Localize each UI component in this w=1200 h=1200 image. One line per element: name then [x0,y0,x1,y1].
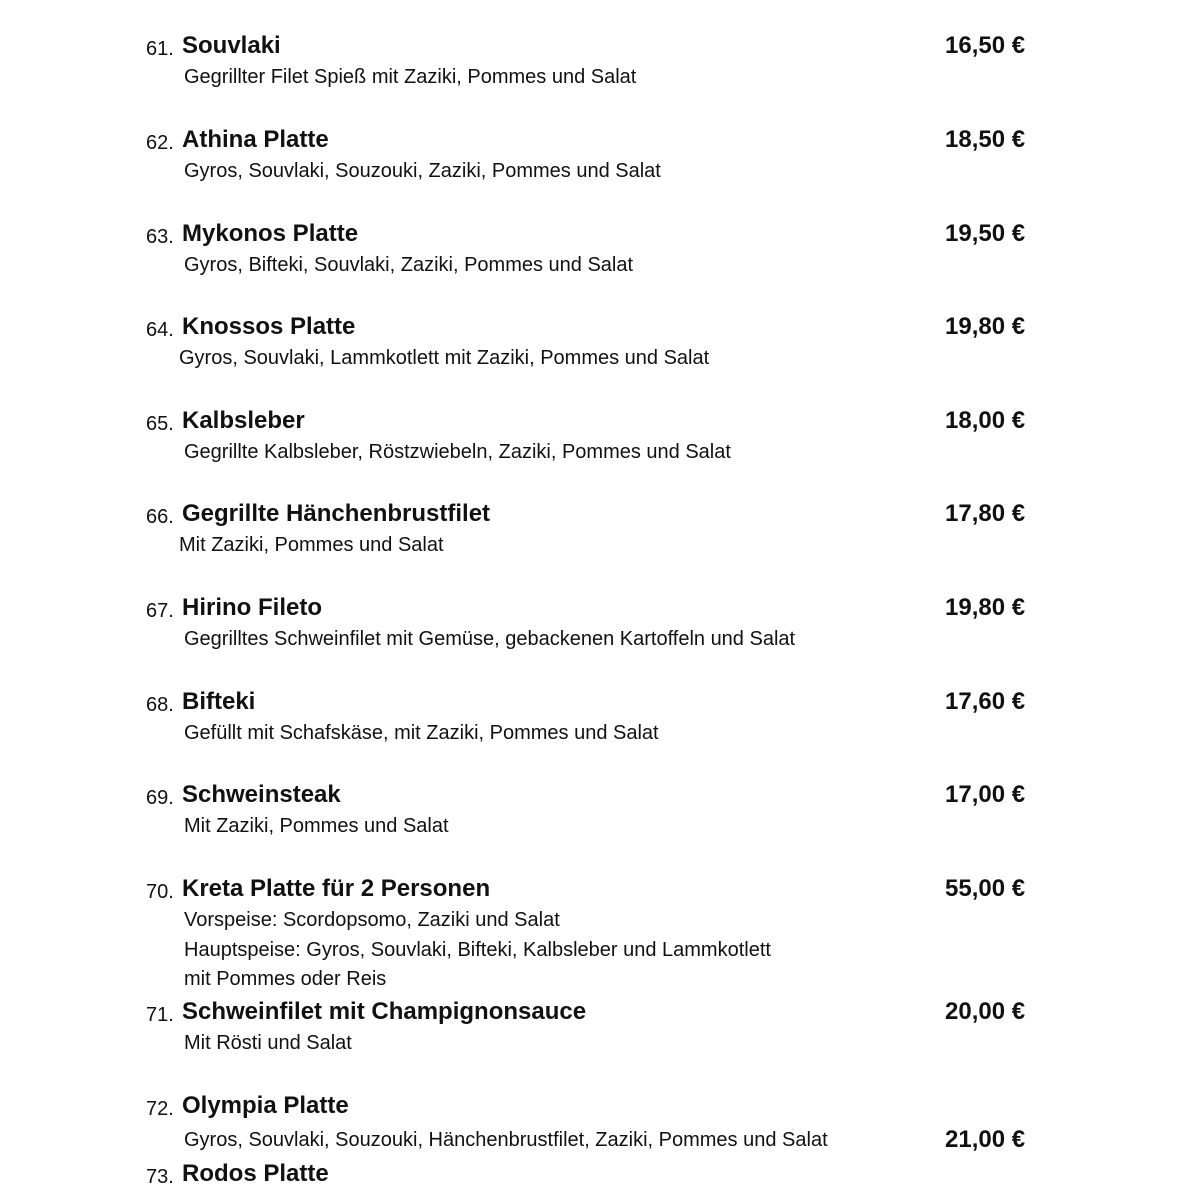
item-name: Souvlaki [182,32,281,59]
item-number: 64. [146,319,174,341]
item-number: 67. [146,600,174,622]
item-price: 17,00 € [945,781,1026,808]
item-description: Vorspeise: Scordopsomo, Zaziki und Salat [184,909,560,931]
item-description: Gegrillter Filet Spieß mit Zaziki, Pommes und Salat [184,66,637,88]
item-name: Mykonos Platte [182,220,359,247]
item-name: Kalbsleber [182,407,305,434]
item-price: 18,50 € [945,126,1026,153]
item-name: Kreta Platte für 2 Personen [182,875,491,902]
item-description: Mit Rösti und Salat [184,1032,352,1054]
item-description: mit Pommes oder Reis [184,968,387,990]
item-name: Knossos Platte [182,313,356,340]
item-name: Rodos Platte [182,1160,329,1187]
item-name: Gegrillte Hänchenbrustfilet [182,500,491,527]
item-price: 21,00 € [945,1126,1026,1153]
item-name: Bifteki [182,688,256,715]
item-description: Gyros, Souvlaki, Souzouki, Zaziki, Pommes und Salat [184,160,661,182]
item-number: 65. [146,413,174,435]
item-price: 18,00 € [945,407,1026,434]
item-description: Gyros, Bifteki, Souvlaki, Zaziki, Pommes und Salat [184,254,634,276]
item-number: 69. [146,787,174,809]
item-number: 73. [146,1166,174,1188]
item-description: Mit Zaziki, Pommes und Salat [179,534,444,556]
item-description: Gegrillte Kalbsleber, Röstzwiebeln, Zaziki, Pommes und Salat [184,441,731,463]
item-price: 17,80 € [945,500,1026,527]
item-name: Hirino Fileto [182,594,322,621]
item-price: 17,60 € [945,688,1026,715]
item-price: 19,50 € [945,220,1026,247]
item-description: Gegrilltes Schweinfilet mit Gemüse, gebackenen Kartoffeln und Salat [184,628,796,650]
item-description: Gyros, Souvlaki, Souzouki, Hänchenbrustfilet, Zaziki, Pommes und Salat [184,1129,828,1151]
item-number: 61. [146,38,174,60]
item-number: 70. [146,881,174,903]
item-number: 66. [146,506,174,528]
item-description: Gyros, Souvlaki, Lammkotlett mit Zaziki, Pommes und Salat [179,347,710,369]
item-number: 63. [146,226,174,248]
item-description: Hauptspeise: Gyros, Souvlaki, Bifteki, Kalbsleber und Lammkotlett [184,939,771,961]
item-number: 68. [146,694,174,716]
item-description: Gefüllt mit Schafskäse, mit Zaziki, Pommes und Salat [184,722,659,744]
item-name: Schweinsteak [182,781,341,808]
item-number: 62. [146,132,174,154]
item-description: Mit Zaziki, Pommes und Salat [184,815,449,837]
item-price: 19,80 € [945,313,1026,340]
item-price: 19,80 € [945,594,1026,621]
item-number: 71. [146,1004,174,1026]
item-price: 20,00 € [945,998,1026,1025]
item-name: Athina Platte [182,126,329,153]
item-number: 72. [146,1098,174,1120]
item-name: Schweinfilet mit Champignonsauce [182,998,587,1025]
item-price: 16,50 € [945,32,1026,59]
item-price: 55,00 € [945,875,1026,902]
item-name: Olympia Platte [182,1092,349,1119]
